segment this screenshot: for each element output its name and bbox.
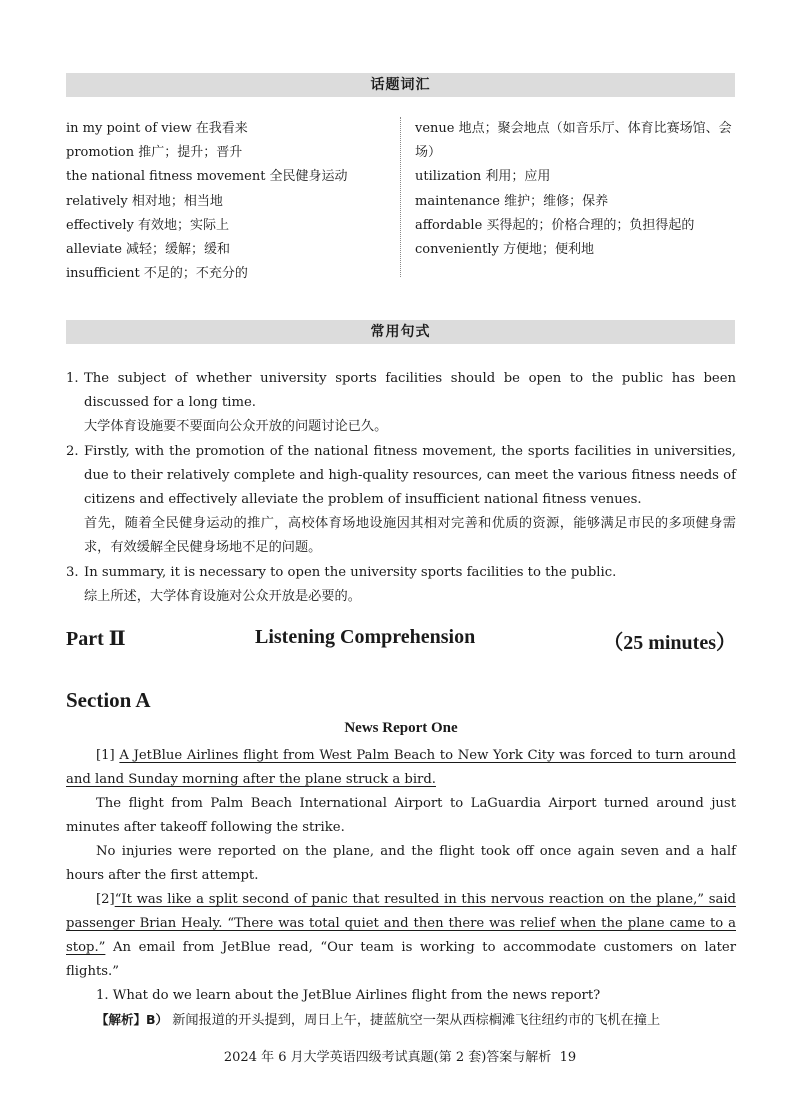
vocab-list-left	[66, 117, 396, 286]
news-report-title: News Report One	[344, 720, 458, 736]
column-divider	[400, 117, 401, 277]
sentence-item	[66, 367, 736, 440]
vocab-item: affordable 买得起的；价格合理的；负担得起的	[415, 217, 695, 233]
vocab-item: utilization 利用；应用	[415, 169, 551, 185]
news-report-body	[66, 744, 736, 1033]
vocab-item: promotion 推广；提升；晋升	[66, 145, 243, 161]
vocab-item: the national fitness movement 全民健身运动	[66, 169, 348, 185]
report-paragraph: No injuries were reported on the plane, and the flight took off once again seven and a half hours after the first attempt.	[66, 844, 736, 883]
analysis-tag: 【解析】B）	[96, 1012, 169, 1027]
vocab-item: effectively 有效地；实际上	[66, 217, 229, 233]
part-heading	[66, 626, 736, 656]
section-title: Section A	[66, 688, 151, 712]
part-label: Part Ⅱ	[66, 628, 126, 650]
vocab-item: maintenance 维护；维修；保养	[415, 193, 609, 209]
sentence-item	[66, 561, 736, 609]
report-paragraph: The flight from Palm Beach International Airport to LaGuardia Airport turned around just minutes after takeoff following the strike.	[66, 796, 736, 835]
sentence-list	[66, 367, 736, 609]
sentence-number: 3.	[66, 564, 79, 580]
part-title: Listening Comprehension	[255, 626, 476, 648]
question-marker: [1]	[96, 748, 115, 763]
question-text: 1. What do we learn about the JetBlue Airlines flight from the news report?	[96, 988, 601, 1003]
sentence-number: 2.	[66, 443, 79, 459]
sentence-item	[66, 440, 736, 561]
vocab-item: alleviate 减轻；缓解；缓和	[66, 242, 231, 258]
footer-text: 2024 年 6 月大学英语四级考试真题(第 2 套)答案与解析	[223, 1050, 552, 1065]
sentence-chinese: 大学体育设施要不要面向公众开放的问题讨论已久。	[84, 419, 388, 435]
question-marker: [2]	[96, 892, 115, 907]
underlined-key-sentence: “It was like a split second of panic that resulted in this nervous reaction on the plane,” said passenger Brian Healy. “There was total quiet and then there was relief when the plane came to a stop.”	[66, 892, 736, 955]
vocab-item: venue 地点；聚会地点（如音乐厅、体育比赛场馆、会场）	[415, 121, 732, 161]
report-text: An email from JetBlue read, “Our team is working to accommodate customers on later flights.”	[66, 940, 736, 979]
analysis	[66, 1008, 736, 1033]
sentence-number: 1.	[66, 371, 79, 386]
part-time: （25 minutes）	[603, 632, 736, 654]
underlined-key-sentence: A JetBlue Airlines flight from West Palm Beach to New York City was forced to turn around and land Sunday morning after the plane struck a bird.	[66, 748, 736, 787]
sentence-english: The subject of whether university sports facilities should be open to the public has been discussed for a long time.	[84, 371, 736, 411]
vocab-item: in my point of view 在我看来	[66, 121, 248, 136]
vocab-item: relatively 相对地；相当地	[66, 193, 223, 209]
page-footer	[0, 1046, 800, 1065]
sentence-english: In summary, it is necessary to open the university sports facilities to the public.	[84, 564, 617, 580]
vocab-item: conveniently 方便地；便利地	[415, 242, 594, 258]
sentence-english: Firstly, with the promotion of the national fitness movement, the sports facilities in universities, due to their relatively complete and high-quality resources, can meet the various fitness needs of citizens and effectively alleviate the problem of insufficient national fitness venues.	[84, 443, 736, 508]
sentence-chinese: 综上所述，大学体育设施对公众开放是必要的。	[84, 588, 361, 604]
report-paragraph	[66, 888, 736, 984]
page-number: 19	[559, 1050, 577, 1065]
sentence-chinese: 首先，随着全民健身运动的推广，高校体育场地设施因其相对完善和优质的资源，能够满足市民的多项健身需求，有效缓解全民健身场地不足的问题。	[84, 516, 736, 556]
vocab-list-right	[415, 117, 740, 262]
topic-vocab-heading: 话题词汇	[66, 73, 735, 97]
analysis-text: 新闻报道的开头提到，周日上午，捷蓝航空一架从西棕榈滩飞往纽约市的飞机在撞上	[172, 1013, 661, 1028]
report-paragraph	[66, 744, 736, 792]
vocab-item: insufficient 不足的；不充分的	[66, 266, 248, 282]
common-sentences-heading: 常用句式	[66, 320, 735, 344]
